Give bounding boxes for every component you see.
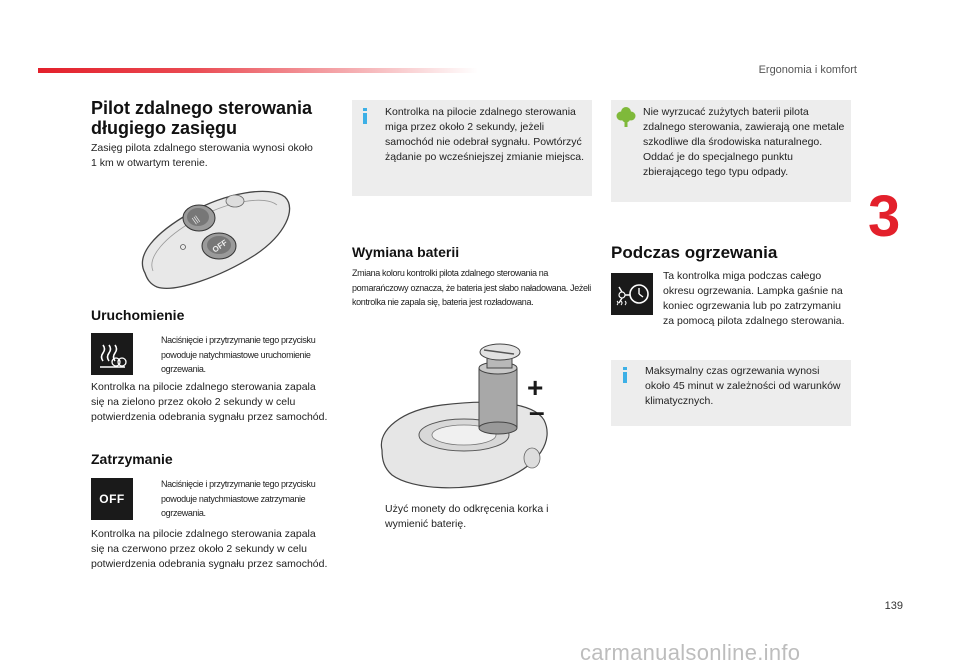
eco-info-text: Nie wyrzucać zużytych baterii pilota zdalnego sterowania, zawierają one metale szkodliwe dla środowiska naturalnego. Oddać je do specjalnego punktu zbierającego tego typu odpady. <box>643 106 845 178</box>
stop-bullet-text: Naciśnięcie i przytrzymanie tego przycisku powoduje natychmiastowe zatrzymanie ogrzewania. <box>161 479 316 518</box>
page-number: 139 <box>884 600 903 612</box>
page-title: Pilot zdalnego sterowania długiego zasięgu <box>91 98 313 138</box>
header-accent-bar <box>38 68 478 73</box>
battery-replacement-illustration <box>372 340 552 495</box>
start-bullet-text: Naciśnięcie i przytrzymanie tego przycisku powoduje natychmiastowe uruchomienie ogrzewania. <box>161 335 316 374</box>
heating-stop-button-icon <box>91 478 133 520</box>
stop-note: Kontrolka na pilocie zdalnego sterowania zapala się na czerwono przez około 2 sekundy w celu potwierdzenia odebrania sygnału przez samochód. <box>91 528 328 570</box>
remote-off-label: OFF <box>210 237 229 255</box>
coin-bullet-text: Użyć monety do odkręcenia korka i wymienić baterię. <box>385 503 549 530</box>
max-time-info-text: Maksymalny czas ogrzewania wynosi około 45 minut w zależności od warunków klimatycznych. <box>645 365 841 407</box>
heating-text: Ta kontrolka miga podczas całego okresu ogrzewania. Lampka gaśnie na koniec ogrzewania lub po zatrzymaniu za pomocą pilota zdalnego sterowania. <box>663 270 845 327</box>
svg-text:|||: ||| <box>190 214 201 225</box>
chapter-title: Ergonomia i komfort <box>758 64 857 76</box>
heating-heading: Podczas ogrzewania <box>611 243 778 262</box>
info-icon <box>360 108 370 124</box>
battery-minus-sign: – <box>529 396 545 427</box>
signal-info-text: Kontrolka na pilocie zdalnego sterowania miga przez około 2 sekundy, jeżeli samochód nie odebrał sygnału. Powtórzyć żądanie po wcześniejszej zmianie miejsca. <box>385 106 585 163</box>
start-heading: Uruchomienie <box>91 307 185 323</box>
eco-tree-icon <box>616 105 636 127</box>
stop-icon-label: OFF <box>99 492 125 506</box>
remote-control-illustration <box>135 185 295 300</box>
chapter-number: 3 <box>868 184 901 249</box>
heating-timer-icon <box>611 273 653 315</box>
battery-plus-sign: + <box>527 372 544 403</box>
watermark-text: carmanualsonline.info <box>580 640 801 665</box>
start-note: Kontrolka na pilocie zdalnego sterowania zapala się na zielono przez około 2 sekundy w celu potwierdzenia odebrania sygnału przez samochód. <box>91 381 328 423</box>
battery-text: Zmiana koloru kontrolki pilota zdalnego sterowania na pomarańczowy oznacza, że bateria jest słabo naładowana. Jeżeli kontrolka nie zapala się, bateria jest rozładowana. <box>352 268 591 307</box>
stop-heading: Zatrzymanie <box>91 451 173 467</box>
battery-heading: Wymiana baterii <box>352 244 460 260</box>
heating-start-button-icon <box>91 333 133 375</box>
info-icon <box>620 367 630 383</box>
intro-text: Zasięg pilota zdalnego sterowania wynosi około 1 km w otwartym terenie. <box>91 142 313 169</box>
